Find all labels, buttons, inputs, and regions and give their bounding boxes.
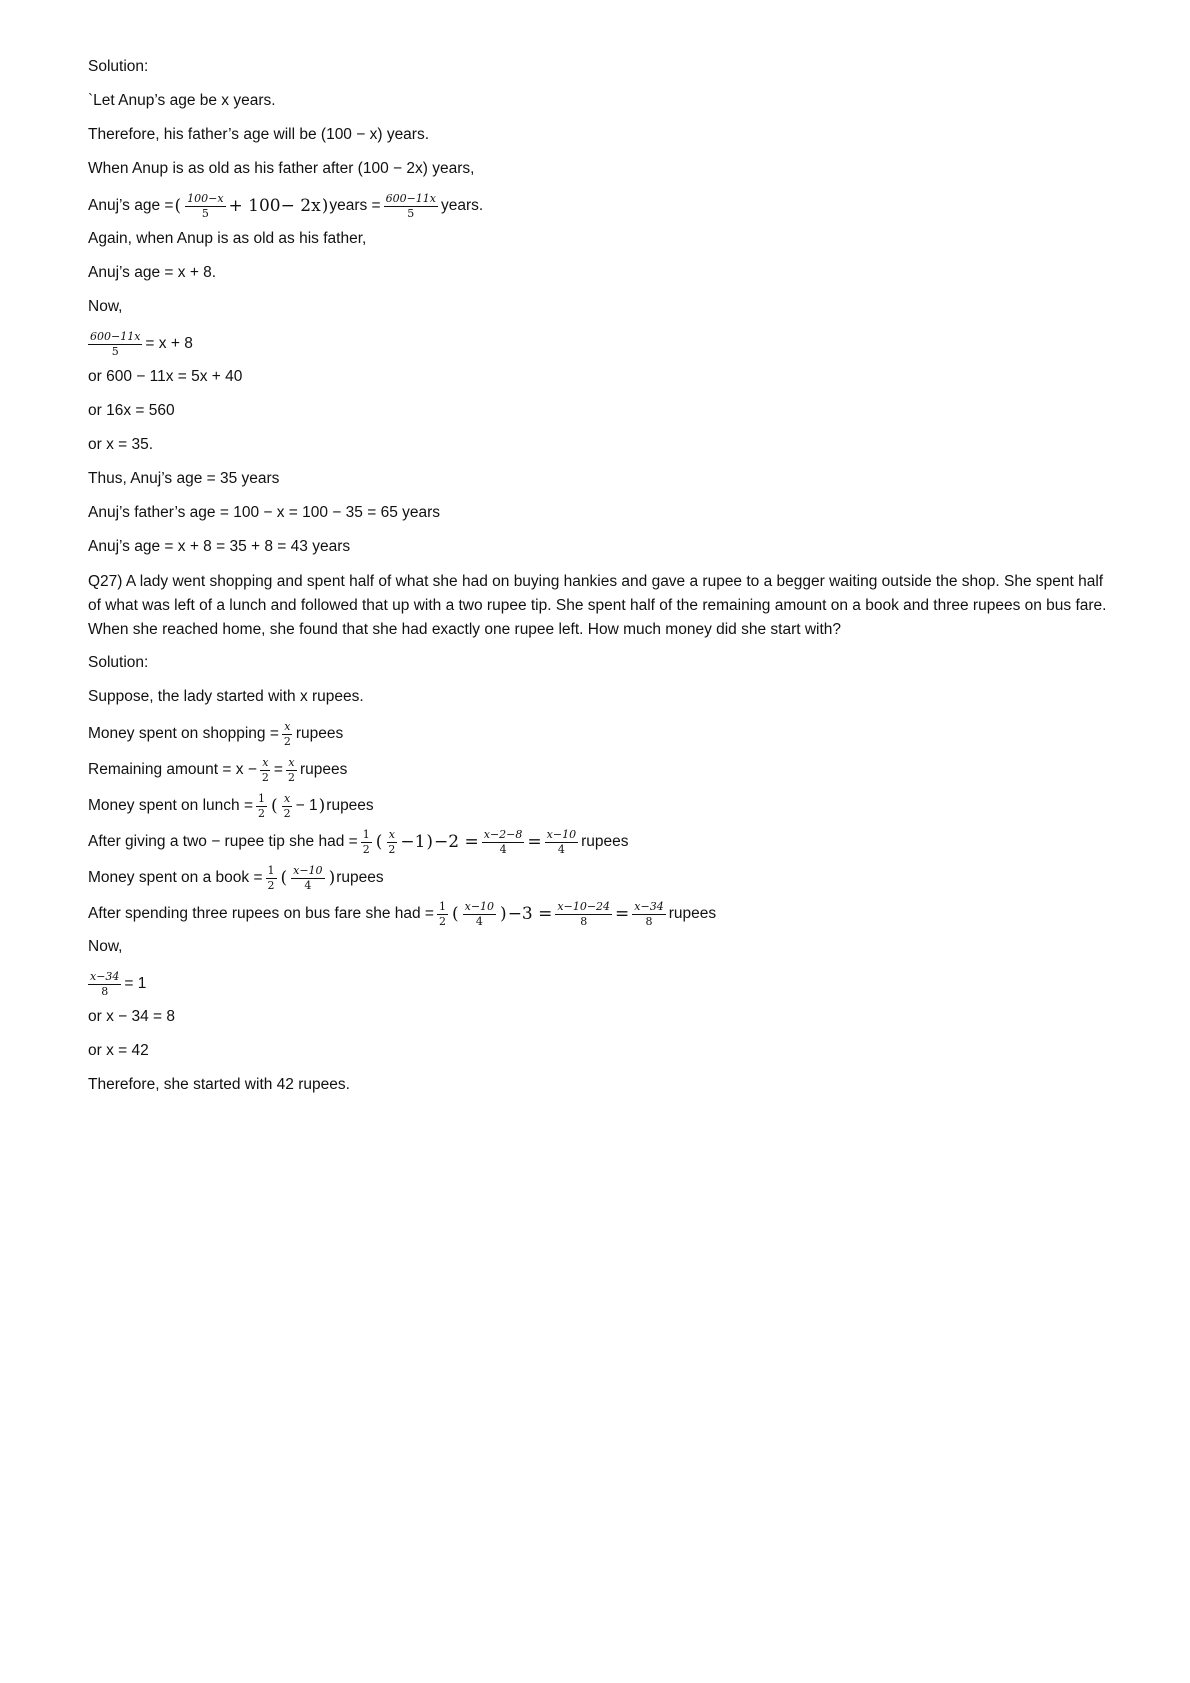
paren-close: ) <box>328 868 336 888</box>
paren-close: ) <box>318 796 326 816</box>
text-span: rupees <box>336 869 384 886</box>
text-span: = <box>273 761 283 778</box>
question-text: Q27) A lady went shopping and spent half of what she had on buying hankies and gave a rupee to a begger waiting outside the shop. She spent half of what was left of a lunch and followed that up with a two rupee tip. She spent half of the remaining amount on a book and three rupees on bus fare. When she reached home, she found that she had exactly one rupee left. How much money did she start with? <box>88 573 1107 638</box>
fraction: $\frac{x-10}{4}$ <box>293 863 323 892</box>
paren-open: ( <box>280 868 288 888</box>
paren-open: ( <box>174 196 182 216</box>
equation-prefix: After spending three rupees on bus fare she had = <box>88 905 434 922</box>
solution-label: Solution: <box>88 654 149 671</box>
equation-prefix: Remaining amount = x − <box>88 761 257 778</box>
math-term: = <box>527 832 542 852</box>
equation-line <box>88 900 1108 928</box>
text-span: rupees <box>299 761 348 778</box>
fraction: $\frac{1}{2}$ <box>362 827 370 856</box>
text-span: rupees <box>581 833 629 850</box>
equation-prefix: After giving a two − rupee tip she had = <box>88 833 358 850</box>
text-line: Now, <box>88 938 123 955</box>
math-term: −3 = <box>507 904 553 924</box>
paren-open: ( <box>271 796 278 816</box>
equation-line <box>88 970 1108 998</box>
paren-open: ( <box>375 832 383 852</box>
paren-close: ) <box>321 196 329 216</box>
equation-line <box>88 192 1108 220</box>
text-line: Therefore, his father’s age will be (100 − x) years. <box>88 126 430 143</box>
fraction: $\frac{x}{2}$ <box>287 755 295 784</box>
text-span: = x + 8 <box>145 335 193 352</box>
paren-open: ( <box>451 904 459 924</box>
text-line: or x = 35. <box>88 436 154 453</box>
fraction: $\frac{x-10}{4}$ <box>464 899 495 928</box>
equation-prefix: Money spent on lunch = <box>88 797 254 814</box>
equation-prefix: Money spent on a book = <box>88 869 263 886</box>
equation-prefix: Money spent on shopping = <box>88 725 279 742</box>
fraction: $\frac{x-10}{4}$ <box>546 827 577 856</box>
text-span: − 1 <box>295 797 318 814</box>
text-line: Anuj’s age = x + 8. <box>88 264 217 281</box>
equation-line <box>88 756 1108 784</box>
paren-close: ) <box>426 832 434 852</box>
fraction: $\frac{1}{2}$ <box>438 899 446 928</box>
text-line: Again, when Anup is as old as his father, <box>88 230 367 247</box>
fraction: $\frac{x-10-24}{8}$ <box>557 899 611 928</box>
document-page <box>88 56 1108 1108</box>
text-span: years = <box>329 197 381 214</box>
text-span: = 1 <box>124 975 147 992</box>
solution-label: Solution: <box>88 58 149 75</box>
text-line: `Let Anup’s age be x years. <box>88 92 276 109</box>
text-line: When Anup is as old as his father after (100 − 2x) years, <box>88 160 475 177</box>
equation-line <box>88 330 1108 358</box>
text-line: or x − 34 = 8 <box>88 1008 176 1025</box>
text-line: or x = 42 <box>88 1042 149 1059</box>
text-span: rupees <box>668 905 717 922</box>
equation-line <box>88 720 1108 748</box>
text-line: Anuj’s father’s age = 100 − x = 100 − 35 = 65 years <box>88 504 441 521</box>
text-line: Thus, Anuj’s age = 35 years <box>88 470 280 487</box>
text-line: Suppose, the lady started with x rupees. <box>88 688 364 705</box>
math-term: −2 = <box>434 832 479 852</box>
equation-line <box>88 864 1108 892</box>
text-line: or 16x = 560 <box>88 402 175 419</box>
math-term: −1 <box>400 832 426 852</box>
text-line: Anuj’s age = x + 8 = 35 + 8 = 43 years <box>88 538 351 555</box>
fraction: $\frac{x}{2}$ <box>283 791 291 820</box>
fraction: $\frac{x}{2}$ <box>283 719 291 748</box>
fraction: $\frac{100-x}{5}$ <box>187 191 224 220</box>
fraction: $\frac{x}{2}$ <box>388 827 396 856</box>
fraction: $\frac{600-11x}{5}$ <box>385 191 437 220</box>
text-line: or 600 − 11x = 5x + 40 <box>88 368 243 385</box>
fraction: $\frac{x-2-8}{4}$ <box>483 827 523 856</box>
fraction: $\frac{x}{2}$ <box>261 755 269 784</box>
fraction: $\frac{x-34}{8}$ <box>634 899 664 928</box>
text-span: rupees <box>295 725 344 742</box>
equation-line <box>88 792 1108 820</box>
fraction: $\frac{1}{2}$ <box>267 863 275 892</box>
text-span: rupees <box>326 797 374 814</box>
fraction: $\frac{x-34}{8}$ <box>90 969 120 998</box>
math-term: = <box>615 904 630 924</box>
text-line: Now, <box>88 298 123 315</box>
text-span: years. <box>441 197 484 214</box>
equation-prefix: Anuj’s age = <box>88 197 174 214</box>
math-term: + 100− 2x <box>228 196 321 216</box>
equation-line <box>88 828 1108 856</box>
paren-close: ) <box>500 904 507 924</box>
fraction: $\frac{600-11x}{5}$ <box>90 329 141 358</box>
fraction: $\frac{1}{2}$ <box>258 791 266 820</box>
text-line: Therefore, she started with 42 rupees. <box>88 1076 350 1093</box>
